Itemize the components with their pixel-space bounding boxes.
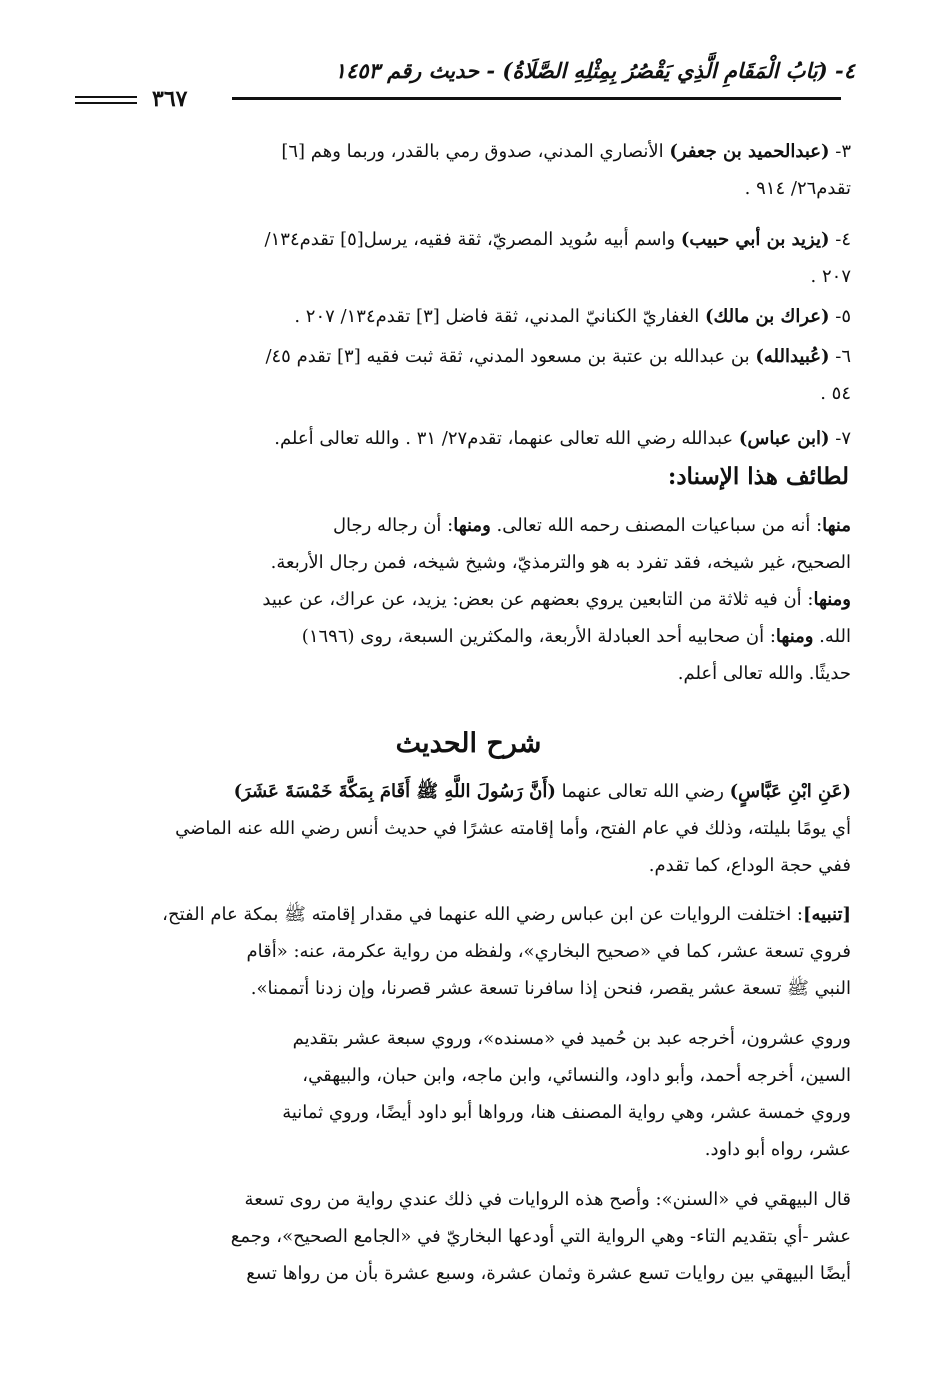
sharh-paragraph-3	[70, 1020, 851, 1168]
text-line	[70, 133, 851, 170]
text: : أنه من سباعيات المصنف رحمه الله تعالى.	[490, 515, 823, 536]
lataif-paragraph	[70, 507, 851, 692]
text-line	[70, 773, 851, 810]
keyword: ومنها	[453, 515, 491, 536]
page-number-rule-top	[75, 96, 137, 98]
narrator-description: بن عبدالله بن عتبة بن مسعود المدني، ثقة ثبت فقيه [٣] تقدم ٤٥/	[265, 346, 756, 367]
tanbih-paragraph	[70, 896, 851, 1007]
text: : اختلفت الروايات عن ابن عباس رضي الله عنهما في مقدار إقامته ﷺ بمكة عام الفتح،	[162, 904, 803, 925]
narrator-number: ٥-	[829, 306, 851, 327]
text-line	[70, 221, 851, 258]
text-line	[70, 896, 851, 933]
narrator-name: (ابن عباس)	[738, 428, 830, 449]
hadith-text: (أَنَّ رَسُولَ اللَّهِ ﷺ أَقَامَ بِمَكَّةَ خَمْسَةَ عَشَرَ)	[233, 781, 556, 802]
narrator-name: (عراك بن مالك)	[704, 306, 830, 327]
narrator-name: (يزيد بن أبي حبيب)	[680, 229, 830, 250]
text-line: فروي تسعة عشر، كما في «صحيح البخاري»، ولفظه من رواية عكرمة، عنه: «أقام	[246, 941, 851, 962]
narrator-description: واسم أبيه سُويد المصريّ، ثقة فقيه، يرسل[٥] تقدم١٣٤/	[264, 229, 681, 250]
sharh-paragraph-1	[70, 773, 851, 884]
narrator-name: (عُبيدالله)	[755, 346, 830, 367]
text-line: ٢٠٧ .	[810, 266, 851, 287]
text-line: الصحيح، غير شيخه، فقد تفرد به هو والترمذيّ، وشيخ شيخه، فمن رجال الأربعة.	[270, 552, 851, 573]
lataif-heading: لطائف هذا الإسناد:	[667, 463, 849, 490]
keyword: ومنها	[775, 626, 814, 647]
text: : أن فيه ثلاثة من التابعين يروي بعضهم عن بعض: يزيد، عن عراك، عن عبيد	[262, 589, 814, 610]
text-line	[70, 420, 851, 457]
text-line	[70, 298, 851, 335]
narrator-number: ٤-	[829, 229, 851, 250]
text-line: حديثًا. والله تعالى أعلم.	[677, 663, 851, 684]
text-line: تقدم٢٦/ ٩١٤ .	[744, 178, 851, 199]
page-number: ٣٦٧	[152, 86, 188, 112]
text: : أن صحابيه أحد العبادلة الأربعة، والمكثرين السبعة، روى (١٦٩٦)	[301, 626, 776, 647]
text: رضي الله تعالى عنهما	[555, 781, 730, 802]
narrator-3	[70, 133, 851, 207]
text: : أن رجاله رجال	[332, 515, 454, 536]
sharh-paragraph-4	[70, 1181, 851, 1292]
header-rule	[232, 97, 841, 100]
sharh-heading: شرح الحديث	[395, 728, 542, 759]
text-line: ٥٤ .	[820, 383, 851, 404]
narrator-number: ٣-	[829, 141, 851, 162]
narrator-name: (عبدالحميد بن جعفر)	[669, 141, 830, 162]
narrator-description: عبدالله رضي الله تعالى عنهما، تقدم٢٧/ ٣١ . والله تعالى أعلم.	[274, 428, 739, 449]
text-line	[70, 618, 851, 655]
text-line: ففي حجة الوداع، كما تقدم.	[648, 855, 851, 876]
text-line: عشر، رواه أبو داود.	[704, 1139, 851, 1160]
text-line	[70, 338, 851, 375]
text-line	[70, 581, 851, 618]
hadith-text: (عَنِ ابْنِ عَبَّاسٍ)	[729, 781, 851, 802]
narrator-number: ٦-	[829, 346, 851, 367]
running-head: ٤- (بَابُ الْمَقَامِ الَّذِي يَقْصُرُ بِمِثْلِهِ الصَّلَاةُ) - حديث رقم ١٤٥٣	[334, 58, 855, 83]
text-line: عشر -أي بتقديم التاء- وهي الرواية التي أودعها البخاريّ في «الجامع الصحيح»، وجمع	[230, 1226, 851, 1247]
text: الله.	[813, 626, 851, 647]
narrator-description: الأنصاري المدني، صدوق رمي بالقدر، وربما وهم [٦]	[281, 141, 670, 162]
keyword: ومنها	[813, 589, 851, 610]
text-line: قال البيهقي في «السنن»: وأصح هذه الروايات في ذلك عندي رواية من روى تسعة	[244, 1189, 851, 1210]
text-line: أيضًا البيهقي بين روايات تسع عشرة وثمان عشرة، وسبع عشرة بأن من رواها تسع	[246, 1263, 851, 1284]
text-line: النبي ﷺ تسعة عشر يقصر، فنحن إذا سافرنا تسعة عشر قصرنا، وإن زدنا أتممنا».	[250, 978, 851, 999]
text-line: وروي خمسة عشر، وهي رواية المصنف هنا، ورواها أبو داود أيضًا، وروي ثمانية	[282, 1102, 851, 1123]
text-line	[70, 507, 851, 544]
narrator-5	[70, 298, 851, 335]
page-number-rule-bottom	[75, 102, 137, 104]
narrator-7	[70, 420, 851, 457]
narrator-description: الغفاريّ الكنانيّ المدني، ثقة فاضل [٣] تقدم١٣٤/ ٢٠٧ .	[294, 306, 705, 327]
text-line: أي يومًا بليلته، وذلك في عام الفتح، وأما إقامته عشرًا في حديث أنس رضي الله عنه الماضي	[175, 818, 851, 839]
keyword: [تنبيه]	[803, 904, 851, 925]
text-line: السين، أخرجه أحمد، وأبو داود، والنسائي، وابن ماجه، وابن حبان، والبيهقي،	[302, 1065, 851, 1086]
narrator-6	[70, 338, 851, 412]
narrator-4	[70, 221, 851, 295]
text-line: وروي عشرون، أخرجه عبد بن حُميد في «مسنده»، وروي سبعة عشر بتقديم	[292, 1028, 851, 1049]
keyword: منها	[822, 515, 851, 536]
narrator-number: ٧-	[829, 428, 851, 449]
